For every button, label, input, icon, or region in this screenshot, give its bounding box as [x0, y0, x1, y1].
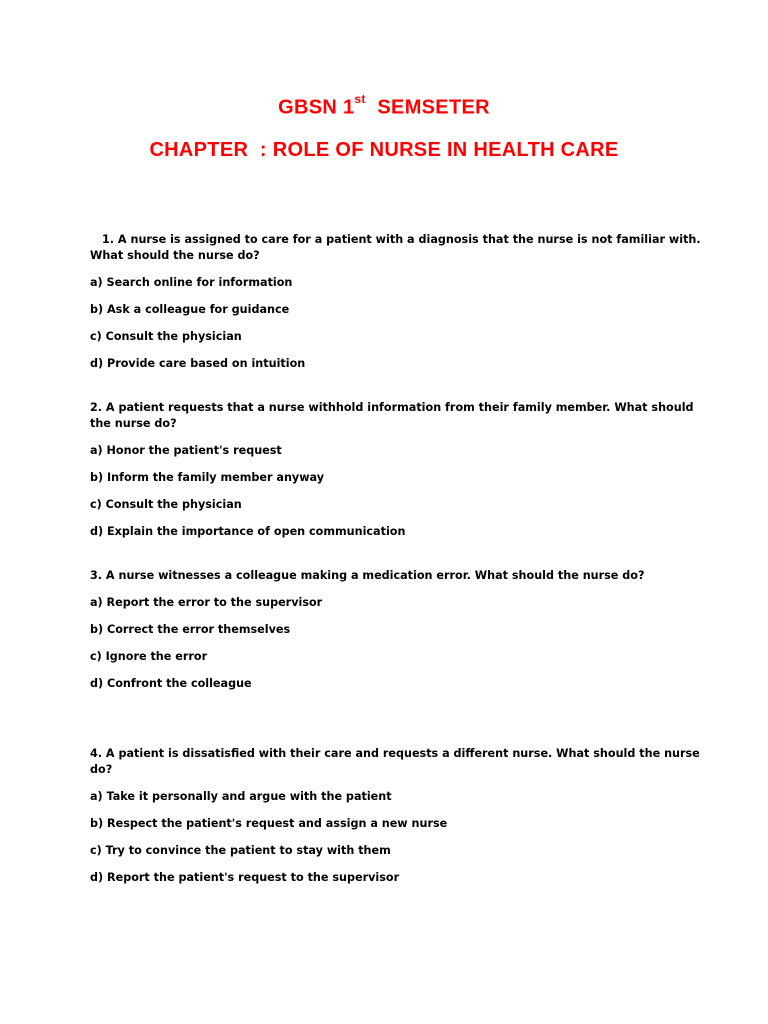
question-block-3	[90, 568, 710, 692]
answer-option: d) Confront the colleague	[90, 677, 252, 690]
question-text: 4. A patient is dissatisfied with their care and requests a different nurse. What should the nurse do?	[90, 747, 700, 776]
answer-option: d) Explain the importance of open communication	[90, 525, 406, 538]
answer-option: a) Search online for information	[90, 276, 293, 289]
answer-option: c) Try to convince the patient to stay with them	[90, 844, 391, 857]
title-superscript: st	[354, 92, 366, 106]
answer-option: b) Inform the family member anyway	[90, 471, 325, 484]
answer-option: b) Respect the patient's request and assign a new nurse	[90, 817, 448, 830]
title-prefix: GBSN 1	[278, 96, 355, 119]
answer-option: a) Honor the patient's request	[90, 444, 282, 457]
answer-option: d) Report the patient's request to the supervisor	[90, 871, 400, 884]
chapter-title: CHAPTER : ROLE OF NURSE IN HEALTH CARE	[149, 139, 619, 161]
answer-option: d) Provide care based on intuition	[90, 357, 306, 370]
question-block-4	[90, 746, 710, 886]
answer-option: c) Consult the physician	[90, 498, 242, 511]
question-text: 2. A patient requests that a nurse withhold information from their family member. What should the nurse do?	[90, 401, 694, 430]
question-text: 3. A nurse witnesses a colleague making a medication error. What should the nurse do?	[90, 569, 645, 582]
title-suffix: SEMSETER	[377, 96, 490, 119]
question-block-2	[90, 400, 710, 540]
page-title	[0, 92, 768, 120]
answer-option: c) Consult the physician	[90, 330, 242, 343]
answer-option: b) Ask a colleague for guidance	[90, 303, 290, 316]
question-list	[90, 232, 710, 897]
answer-option: a) Report the error to the supervisor	[90, 596, 323, 609]
question-text: 1. A nurse is assigned to care for a patient with a diagnosis that the nurse is not familiar with. What should the nurse do?	[90, 233, 701, 262]
question-block-1	[90, 232, 710, 372]
answer-option: c) Ignore the error	[90, 650, 208, 663]
answer-option: a) Take it personally and argue with the patient	[90, 790, 392, 803]
answer-option: b) Correct the error themselves	[90, 623, 291, 636]
